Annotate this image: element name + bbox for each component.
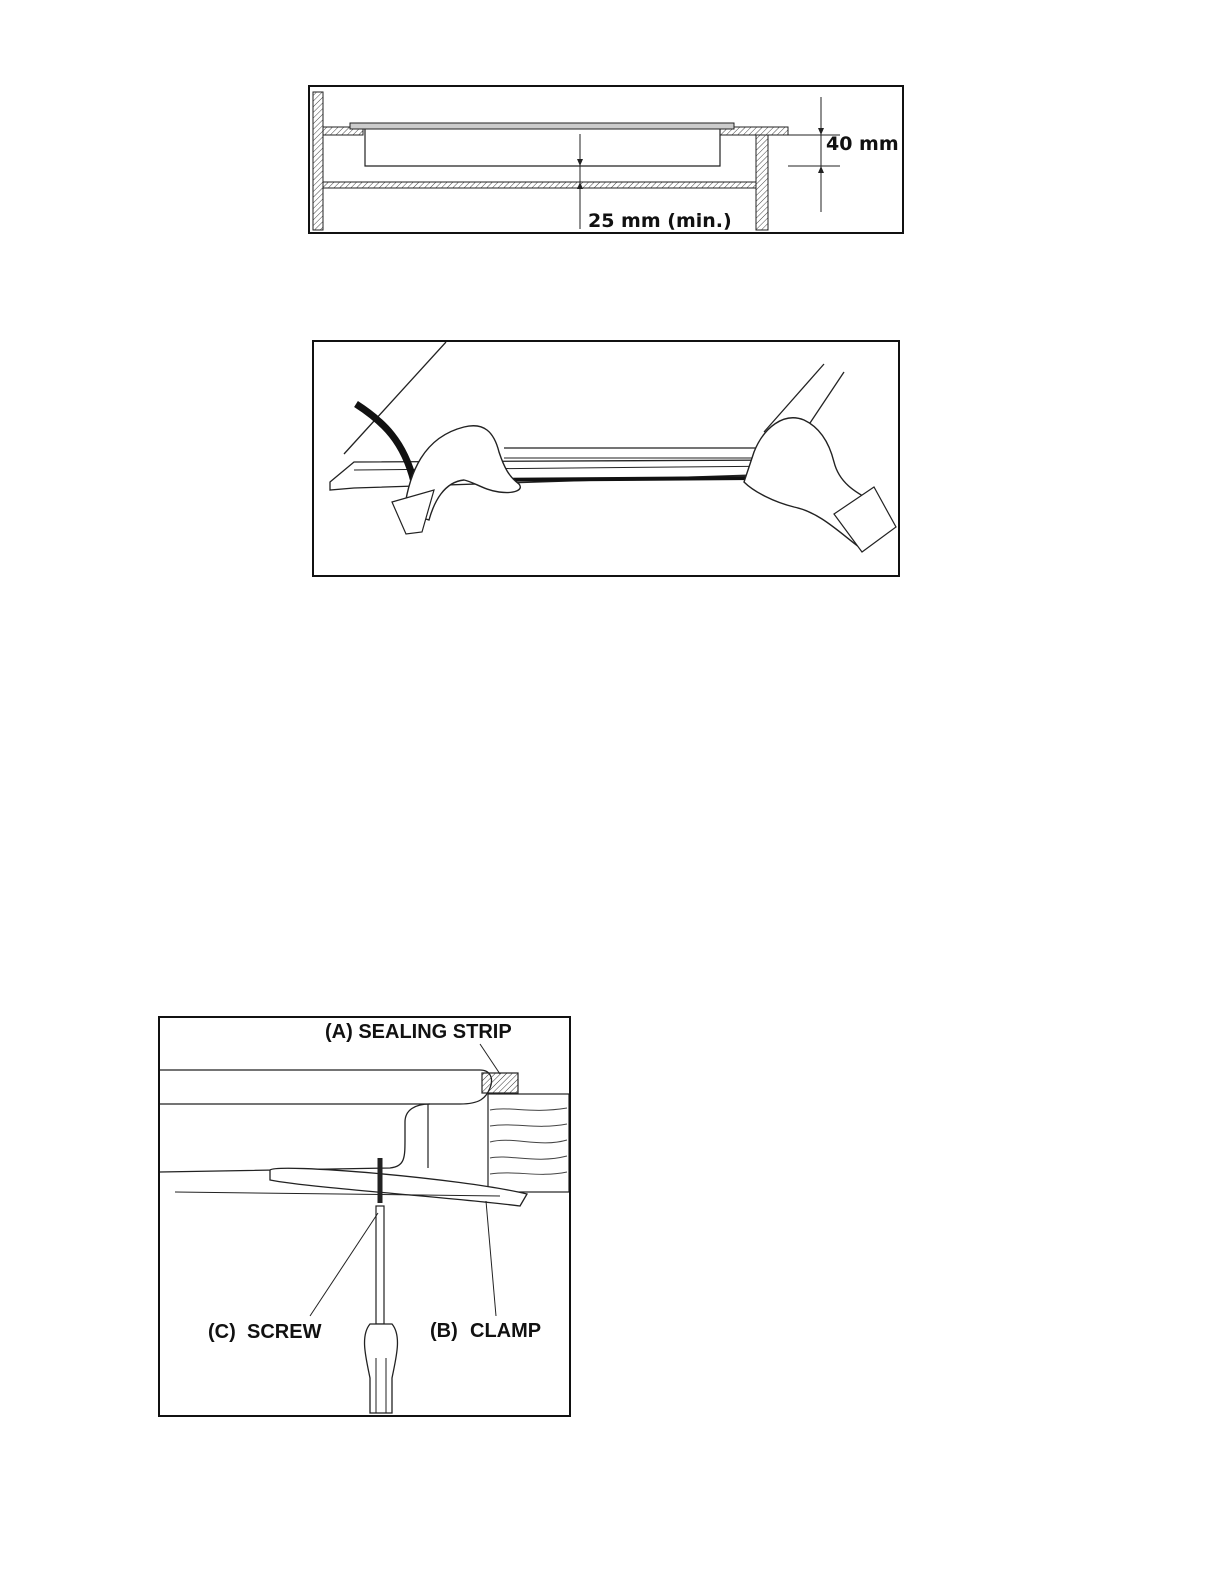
label-screw: SCREW	[247, 1321, 322, 1343]
cutout-clearance-drawing	[310, 87, 902, 232]
clamp-fixing-drawing	[160, 1018, 569, 1415]
screwdriver-shaft	[376, 1206, 384, 1324]
left-wall	[313, 92, 323, 230]
sealing-strip	[482, 1073, 518, 1093]
hob-top-plate	[350, 123, 734, 129]
clamp-fixing-diagram	[158, 1016, 571, 1417]
cutout-clearance-diagram	[308, 85, 904, 234]
screwdriver-handle	[365, 1324, 398, 1413]
label-sealing-strip: (A) SEALING STRIP	[325, 1021, 512, 1043]
dim-label-25mm: 25 mm (min.)	[588, 210, 732, 232]
hob-top	[160, 1070, 492, 1104]
hob-body	[160, 1104, 430, 1172]
sealing-strip	[474, 478, 754, 480]
dim-label-40mm: 40 mm	[826, 133, 899, 155]
hob-body	[365, 129, 720, 166]
shelf	[323, 182, 756, 188]
leader-clamp	[486, 1201, 496, 1316]
label-clamp: CLAMP	[470, 1320, 542, 1342]
left-cuff	[392, 490, 434, 534]
leader-screw	[310, 1213, 378, 1316]
label-clamp-letter: (B)	[430, 1320, 458, 1342]
sealing-strip-application-illustration	[312, 340, 900, 577]
right-post	[756, 135, 768, 230]
sealing-strip-drawing	[314, 342, 898, 575]
leader-sealing-strip	[480, 1044, 500, 1074]
hob-flange	[330, 460, 784, 490]
label-screw-letter: (C)	[208, 1321, 236, 1343]
